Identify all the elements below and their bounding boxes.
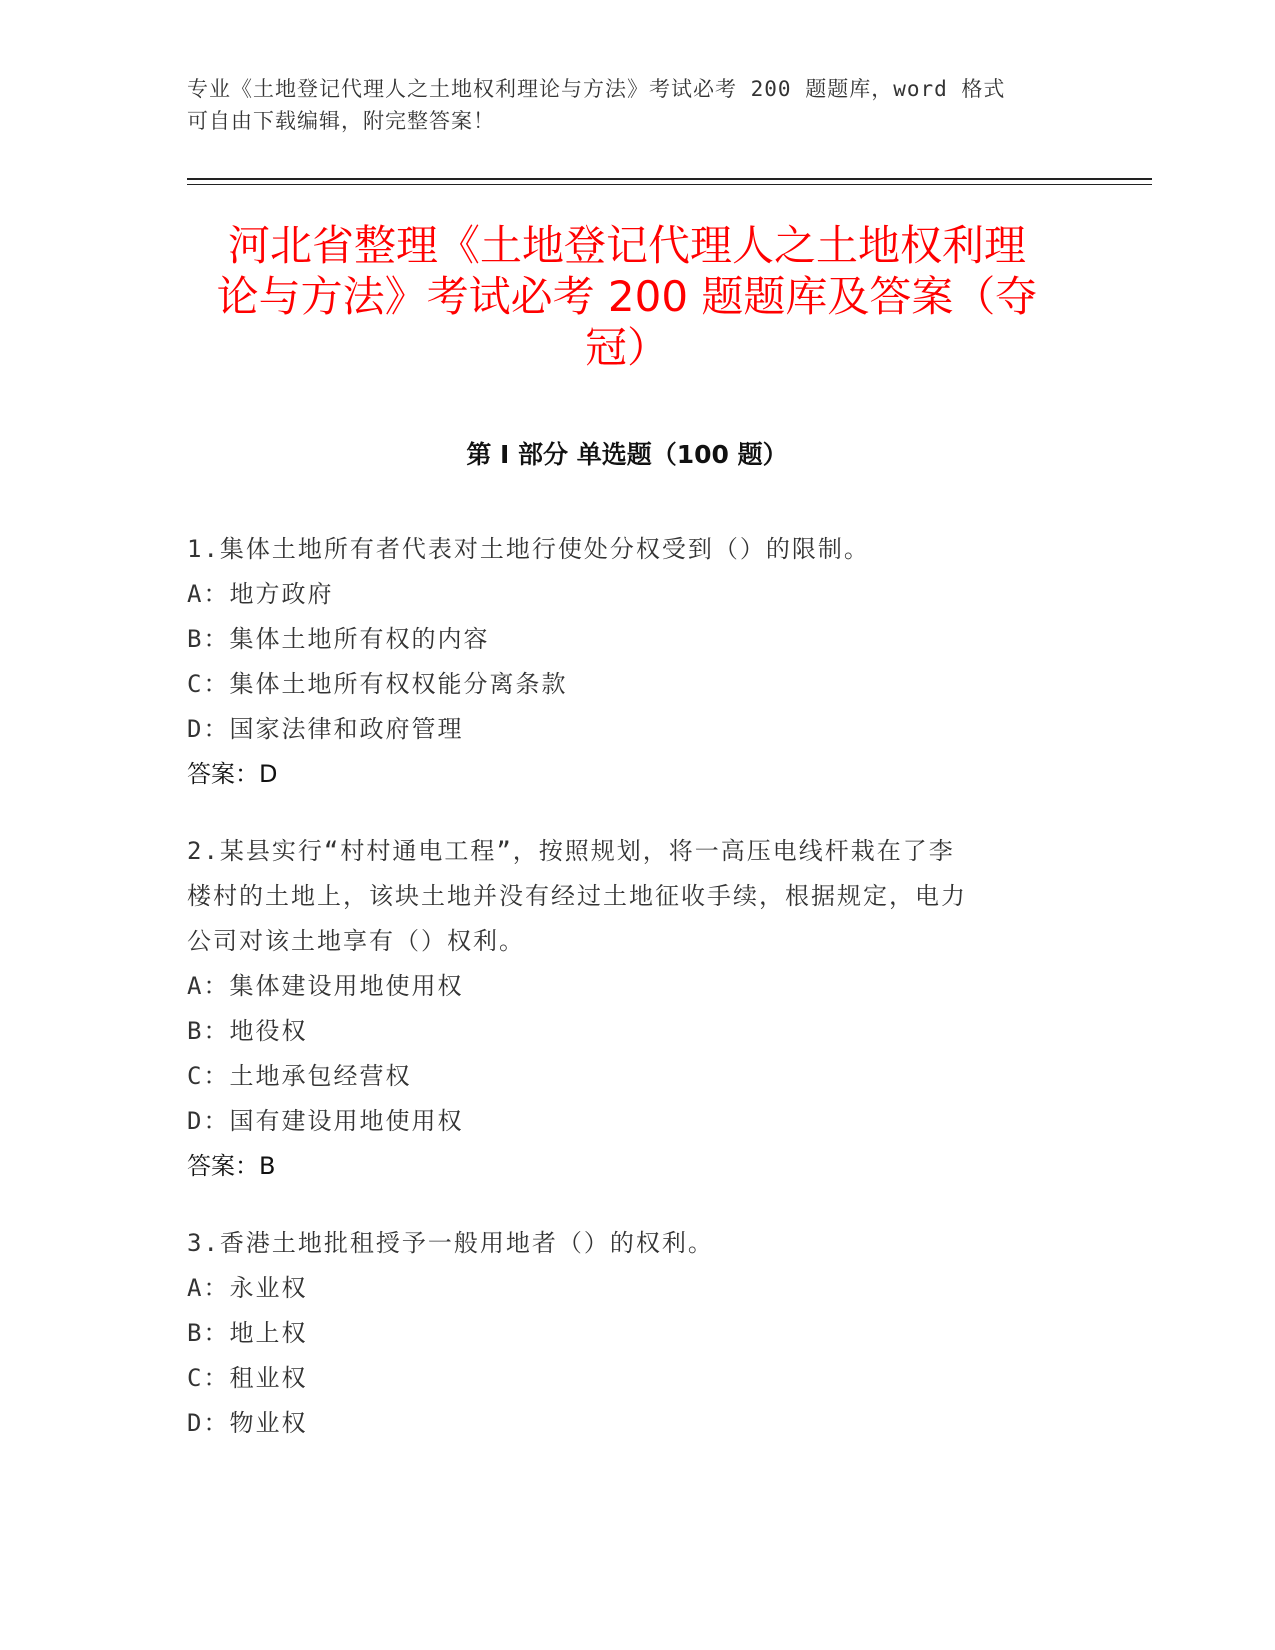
option-b: B：地上权 [187,1319,308,1347]
question-stem: 1.集体土地所有者代表对土地行使处分权受到（）的限制。 [187,535,870,563]
option-d: D：物业权 [187,1409,308,1437]
document-title-line-2: 论与方法》考试必考 200 题题库及答案（夺 [216,272,1038,321]
section-title: 第 I 部分 单选题（100 题） [466,440,788,469]
question-2 [187,829,1067,1189]
answer: 答案：B [187,1152,276,1180]
option-c: C：土地承包经营权 [187,1062,412,1090]
option-a: A：永业权 [187,1274,308,1302]
header-note-line-1: 专业《土地登记代理人之土地权利理论与方法》考试必考 200 题题库，word 格式 [187,77,1006,101]
answer: 答案：D [187,760,278,788]
header-note [187,73,1067,137]
question-stem-line-3: 公司对该土地享有（）权利。 [187,927,525,955]
option-d: D：国家法律和政府管理 [187,715,464,743]
question-1 [187,527,1067,797]
document-title-line-1: 河北省整理《土地登记代理人之土地权利理 [227,221,1026,270]
option-a: A：地方政府 [187,580,334,608]
question-stem: 3.香港土地批租授予一般用地者（）的权利。 [187,1229,714,1257]
document-title [187,220,1067,373]
option-b: B：地役权 [187,1017,308,1045]
header-divider-thin [187,184,1152,185]
header-divider-thick [187,178,1152,180]
option-d: D：国有建设用地使用权 [187,1107,464,1135]
question-list [187,527,1067,1478]
option-c: C：集体土地所有权权能分离条款 [187,670,568,698]
question-stem-line-2: 楼村的土地上，该块土地并没有经过土地征收手续，根据规定，电力 [187,882,967,910]
option-c: C：租业权 [187,1364,308,1392]
header-note-line-2: 可自由下载编辑，附完整答案！ [187,109,495,133]
question-3 [187,1221,1067,1446]
option-a: A：集体建设用地使用权 [187,972,464,1000]
document-title-line-3: 冠） [584,323,669,372]
option-b: B：集体土地所有权的内容 [187,625,490,653]
question-stem-line-1: 2.某县实行“村村通电工程”，按照规划，将一高压电线杆栽在了李 [187,837,955,865]
